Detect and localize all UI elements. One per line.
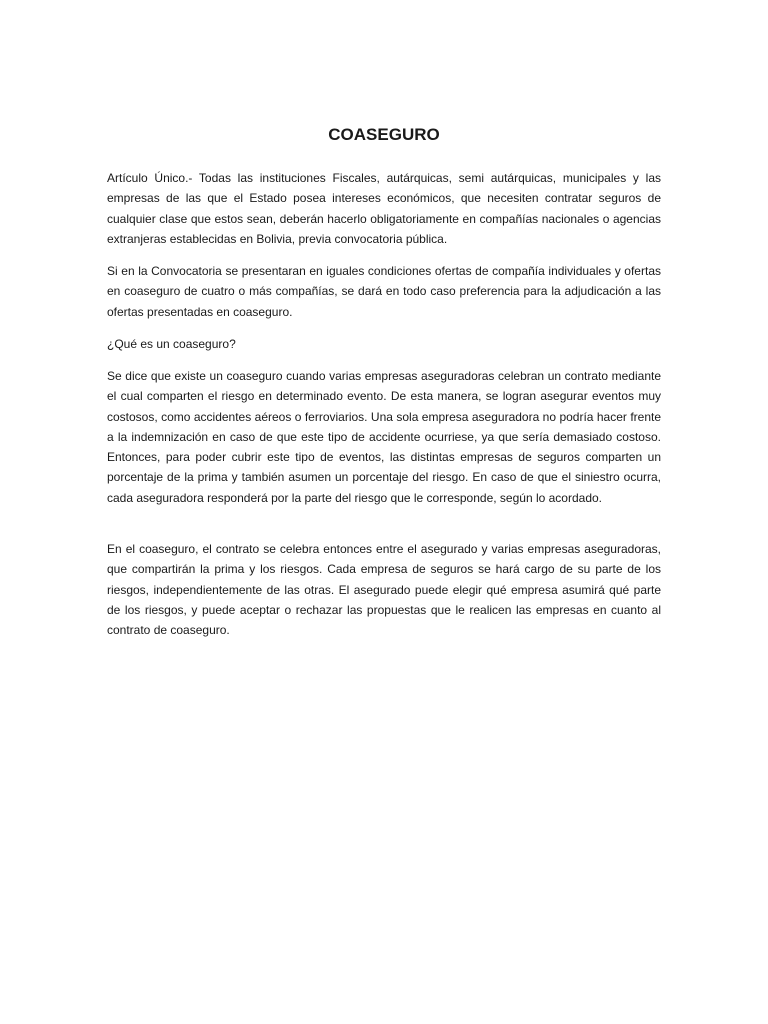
document-title: COASEGURO — [328, 125, 440, 144]
section-question: ¿Qué es un coaseguro? — [107, 337, 236, 351]
paragraph-contrato: En el coaseguro, el contrato se celebra entonces entre el asegurado y varias empresas aseguradoras, que compartirán la prima y los riesgos. Cada empresa de seguros se hará cargo de su parte de los riesgos, independientemente de las otras. El asegurado puede elegir qué empresa asumirá qué parte de los riesgos, y puede aceptar o rechazar las propuestas que le realicen las empresas en cuanto al contrato de coaseguro. — [107, 542, 661, 638]
paragraph-definicion: Se dice que existe un coaseguro cuando varias empresas aseguradoras celebran un contrato mediante el cual comparten el riesgo en determinado evento. De esta manera, se logran asegurar eventos muy costosos, como accidentes aéreos o ferroviarios. Una sola empresa aseguradora no podría hacer frente a la indemnización en caso de que este tipo de accidente ocurriese, ya que sería demasiado costoso. Entonces, para poder cubrir este tipo de eventos, las distintas empresas de seguros comparten un porcentaje de la prima y también asumen un porcentaje del riesgo. En caso de que el siniestro ocurra, cada aseguradora responderá por la parte del riesgo que le corresponde, según lo acordado. — [107, 369, 661, 505]
paragraph-convocatoria: Si en la Convocatoria se presentaran en iguales condiciones ofertas de compañía individuales y ofertas en coaseguro de cuatro o más compañías, se dará en todo caso preferencia para la adjudicación a las ofertas presentadas en coaseguro. — [107, 264, 661, 319]
paragraph-articulo-unico: Artículo Único.- Todas las instituciones Fiscales, autárquicas, semi autárquicas, municipales y las empresas de las que el Estado posea intereses económicos, que necesiten contratar seguros de cualquier clase que estos sean, deberán hacerlo obligatoriamente en compañías nacionales o agencias extranjeras establecidas en Bolivia, previa convocatoria pública. — [107, 171, 661, 246]
